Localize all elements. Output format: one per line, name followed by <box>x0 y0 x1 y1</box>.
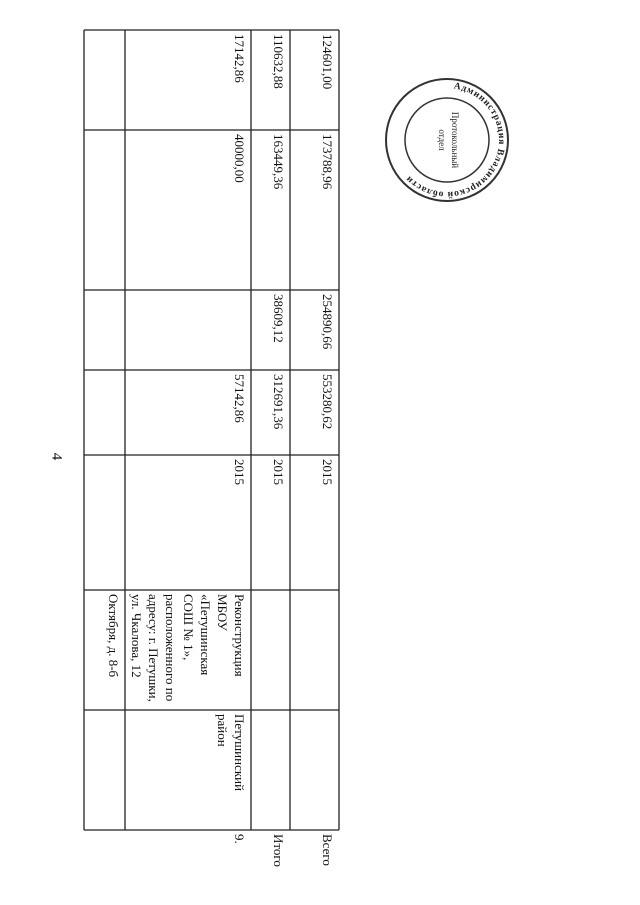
stamp-inner-text-2: отдел <box>437 129 447 151</box>
cell-total-label: Итого <box>271 834 286 867</box>
cell-item-v3: 40000,00 <box>232 134 247 183</box>
office-stamp <box>382 75 512 205</box>
cell-grand-year: 2015 <box>320 459 335 485</box>
cell-grand-v1: 553280,62 <box>320 374 335 430</box>
cell-item-num: 9. <box>232 834 247 844</box>
cell-item-district: Петушинский район <box>214 714 247 792</box>
cell-total-v2: 38609,12 <box>271 294 286 343</box>
cell-total-year: 2015 <box>271 459 286 485</box>
cell-grand-v2: 254890,66 <box>320 294 335 350</box>
cell-item-object: Реконструкция МБОУ «Петушинская СОШ № 1», расположенного по адресу: г. Петушки, ул. Чкалова, 12 <box>129 594 247 702</box>
stamp-outer-text: Администрация Владимирской области <box>403 81 507 200</box>
stamp-inner-text-1: Протокольный <box>450 111 460 169</box>
page-number: 4 <box>48 452 65 461</box>
cell-header-object: Октября, д. 8-б <box>106 594 121 678</box>
cell-item-year: 2015 <box>232 459 247 485</box>
cell-grand-v3: 173788,96 <box>320 134 335 190</box>
cell-total-v1: 312691,36 <box>271 374 286 430</box>
cell-item-v2 <box>131 294 251 366</box>
cell-total-v4: 110632,88 <box>271 34 286 89</box>
cell-total-v3: 163449,36 <box>271 134 286 190</box>
cell-item-v1: 57142,86 <box>232 374 247 423</box>
cell-grand-label: Всего <box>320 834 335 866</box>
cell-item-v4: 17142,86 <box>232 34 247 83</box>
cell-grand-v4: 124601,00 <box>320 34 335 90</box>
